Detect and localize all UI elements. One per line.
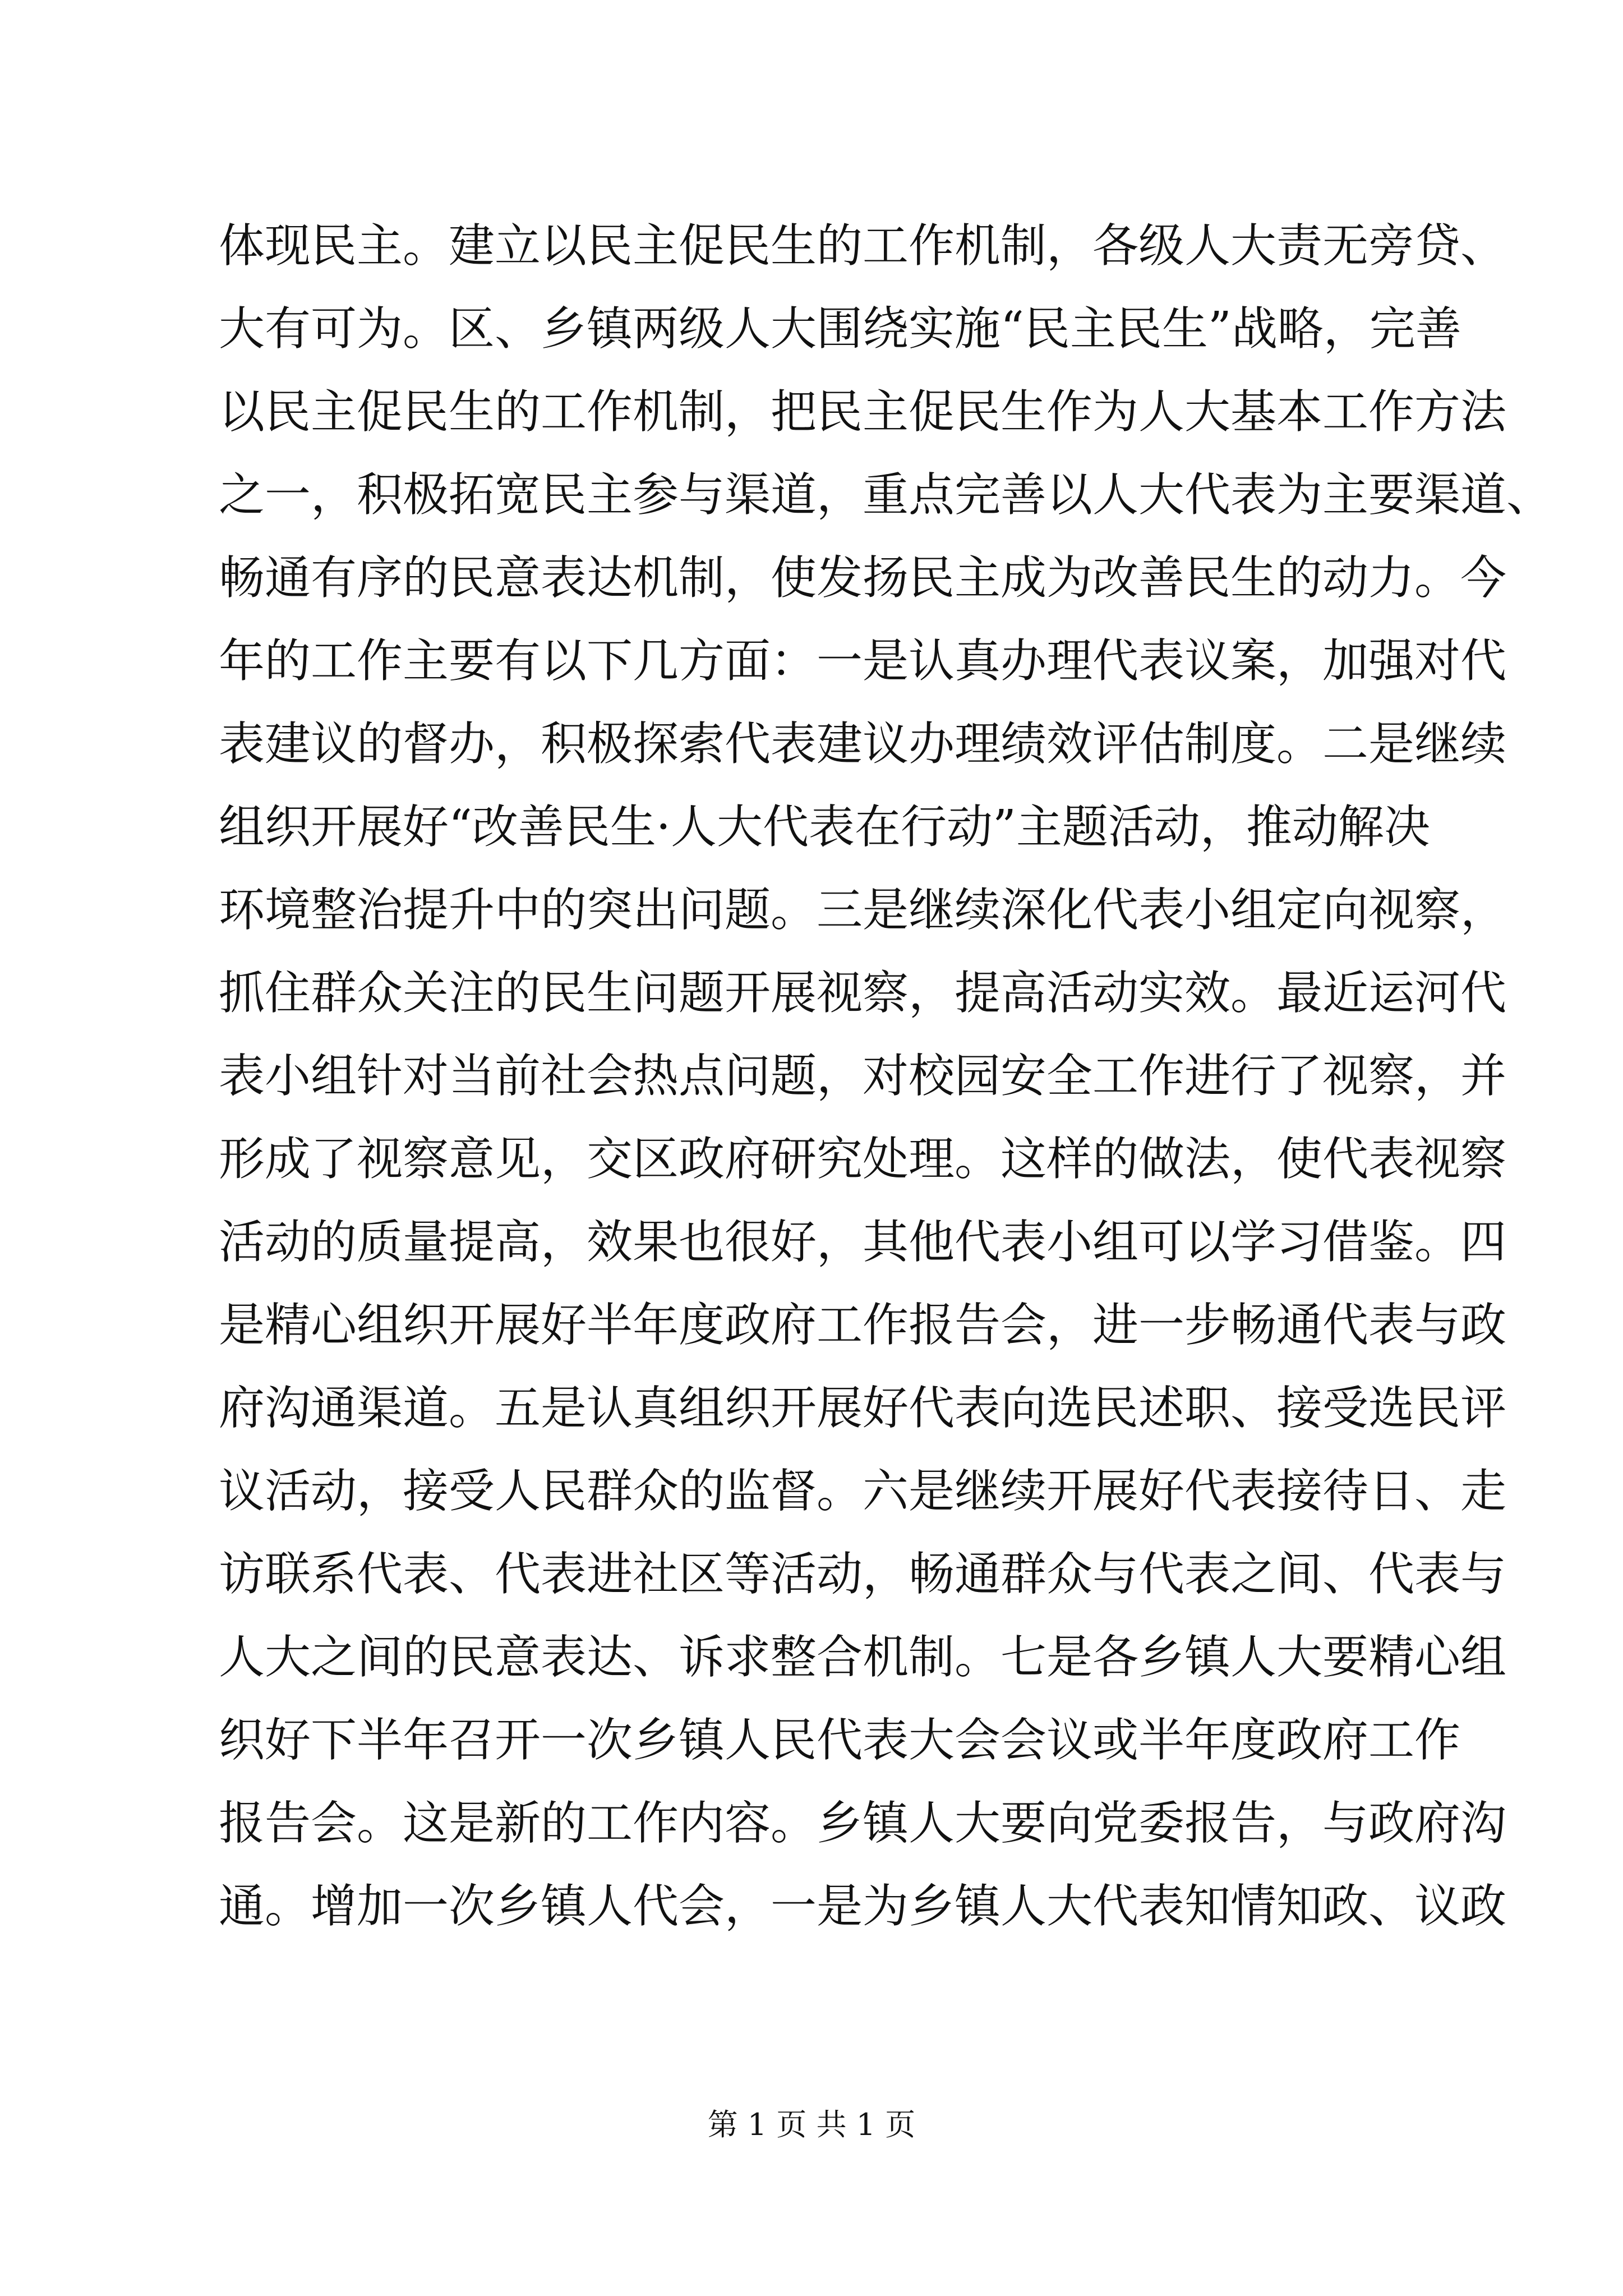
text-line: 畅通有序的民意表达机制，使发扬民主成为改善民生的动力。今 [219, 551, 1507, 605]
text-line: 织好下半年召开一次乡镇人民代表大会会议或半年度政府工作 [219, 1714, 1461, 1767]
body-paragraph [219, 205, 1553, 1948]
text-line: 是精心组织开展好半年度政府工作报告会，进一步畅通代表与政 [219, 1299, 1507, 1352]
text-line: 之一，积极拓宽民主参与渠道，重点完善以人大代表为主要渠道、 [219, 468, 1553, 522]
text-line: 抓住群众关注的民生问题开展视察，提高活动实效。最近运河代 [219, 967, 1507, 1020]
text-line: 通。增加一次乡镇人代会，一是为乡镇人大代表知情知政、议政 [219, 1880, 1507, 1933]
text-line: 以民主促民生的工作机制，把民主促民生作为人大基本工作方法 [219, 385, 1507, 439]
text-line: 环境整治提升中的突出问题。三是继续深化代表小组定向视察， [219, 884, 1507, 937]
text-line: 府沟通渠道。五是认真组织开展好代表向选民述职、接受选民评 [219, 1382, 1507, 1435]
text-line: 表小组针对当前社会热点问题，对校园安全工作进行了视察，并 [219, 1050, 1507, 1103]
text-line: 形成了视察意见，交区政府研究处理。这样的做法，使代表视察 [219, 1133, 1507, 1186]
text-line: 访联系代表、代表进社区等活动，畅通群众与代表之间、代表与 [219, 1548, 1507, 1601]
text-line: 活动的质量提高，效果也很好，其他代表小组可以学习借鉴。四 [219, 1216, 1507, 1269]
text-line: 大有可为。区、乡镇两级人大围绕实施“民主民生”战略，完善 [219, 302, 1461, 356]
text-line: 报告会。这是新的工作内容。乡镇人大要向党委报告，与政府沟 [219, 1797, 1507, 1850]
text-line: 年的工作主要有以下几方面：一是认真办理代表议案，加强对代 [219, 634, 1507, 688]
text-line: 体现民主。建立以民主促民生的工作机制，各级人大责无旁贷、 [219, 219, 1507, 273]
text-line: 组织开展好“改善民生·人大代表在行动”主题活动，推动解决 [219, 800, 1430, 854]
text-line: 人大之间的民意表达、诉求整合机制。七是各乡镇人大要精心组 [219, 1631, 1507, 1684]
page-footer: 第 1 页 共 1 页 [707, 2107, 916, 2142]
text-line: 议活动，接受人民群众的监督。六是继续开展好代表接待日、走 [219, 1465, 1507, 1518]
text-line: 表建议的督办，积极探索代表建议办理绩效评估制度。二是继续 [219, 717, 1507, 771]
